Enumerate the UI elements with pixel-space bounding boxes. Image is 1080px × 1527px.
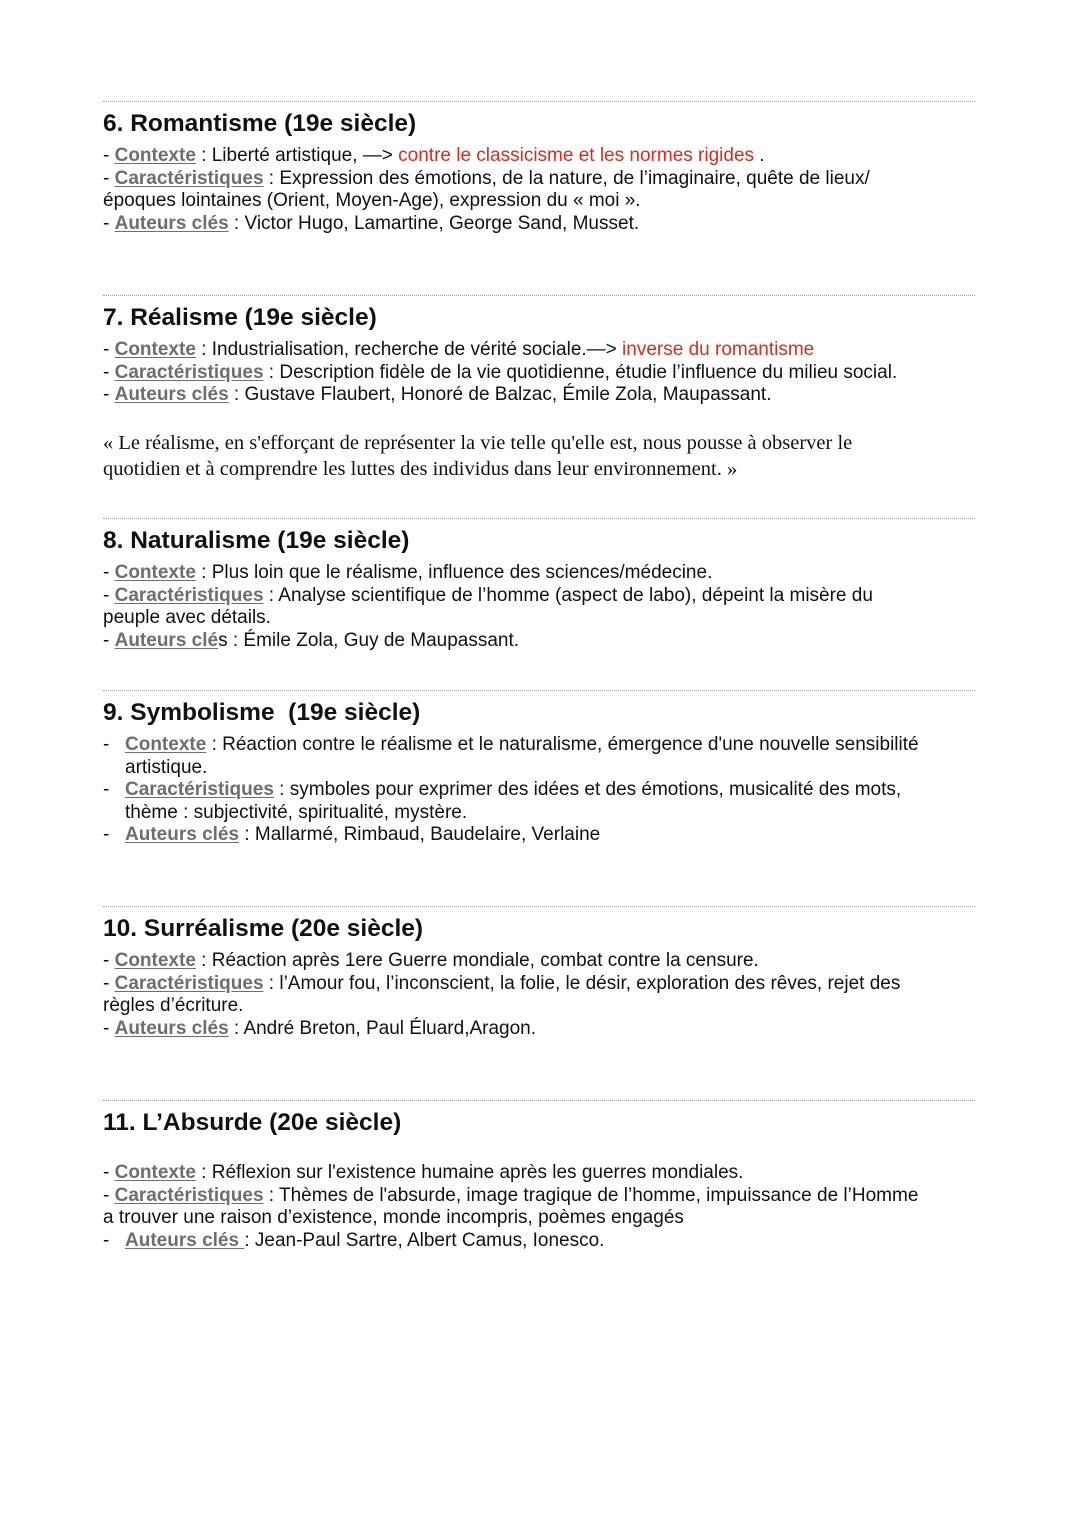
section-absurde bbox=[103, 1100, 975, 1252]
highlight-red: inverse du romantisme bbox=[622, 339, 815, 360]
caracteristiques-line-cont: peuple avec détails. bbox=[103, 607, 271, 628]
caracteristiques-bullet: - Caractéristiques : symboles pour exprimer des idées et des émotions, musicalité des mots, thème : subjectivité, spiritualité, mystère. bbox=[103, 779, 902, 823]
auteurs-line: - Auteurs clés : Émile Zola, Guy de Maupassant. bbox=[103, 629, 520, 651]
section-divider bbox=[103, 906, 975, 907]
section-divider bbox=[103, 518, 975, 519]
contexte-line: - Contexte : Plus loin que le réalisme, influence des sciences/médecine. bbox=[103, 562, 713, 583]
contexte-line: - Contexte : Liberté artistique, —> contre le classicisme et les normes rigides . bbox=[103, 145, 765, 166]
caracteristiques-line: - Caractéristiques : Thèmes de l'absurde, image tragique de l’homme, impuissance de l’Homme bbox=[103, 1184, 919, 1206]
caracteristiques-line: - Caractéristiques : Analyse scientifique de l’homme (aspect de labo), dépeint la misère du bbox=[103, 584, 873, 606]
section-naturalisme bbox=[103, 518, 975, 652]
auteurs-label: Auteurs clés bbox=[114, 1017, 229, 1039]
contexte-label: Contexte bbox=[114, 950, 196, 971]
contexte-label: Contexte bbox=[114, 339, 196, 360]
section-title: 8. Naturalisme (19e siècle) bbox=[103, 527, 410, 554]
auteurs-label: Auteurs clés bbox=[125, 1229, 245, 1251]
caracteristiques-line: - Caractéristiques : l’Amour fou, l’inconscient, la folie, le désir, exploration des rêves, rejet des bbox=[103, 972, 901, 994]
quote-line: « Le réalisme, en s'efforçant de représenter la vie telle qu'elle est, nous pousse à observer le bbox=[103, 431, 853, 454]
auteurs-bullet: - Auteurs clés : Mallarmé, Rimbaud, Baudelaire, Verlaine bbox=[103, 824, 601, 845]
section-title: 10. Surréalisme (20e siècle) bbox=[103, 915, 424, 942]
section-divider bbox=[103, 101, 975, 102]
quote-line: quotidien et à comprendre les luttes des individus dans leur environnement. » bbox=[103, 457, 738, 480]
contexte-label: Contexte bbox=[114, 562, 196, 583]
contexte-line: - Contexte : Réaction après 1ere Guerre mondiale, combat contre la censure. bbox=[103, 950, 759, 971]
caracteristiques-label: Caractéristiques bbox=[114, 1184, 264, 1206]
highlight-red: contre le classicisme et les normes rigides bbox=[398, 145, 755, 166]
section-title: 7. Réalisme (19e siècle) bbox=[103, 304, 377, 331]
section-title: 11. L’Absurde (20e siècle) bbox=[103, 1109, 402, 1136]
auteurs-line: - Auteurs clés : Victor Hugo, Lamartine, George Sand, Musset. bbox=[103, 212, 640, 234]
contexte-label: Contexte bbox=[125, 734, 207, 755]
contexte-line: - Contexte : Réflexion sur l'existence humaine après les guerres mondiales. bbox=[103, 1162, 744, 1183]
caracteristiques-line-cont: règles d’écriture. bbox=[103, 995, 244, 1016]
section-symbolisme bbox=[103, 690, 975, 847]
caracteristiques-label: Caractéristiques bbox=[114, 972, 264, 994]
section-romantisme bbox=[103, 101, 975, 235]
caracteristiques-line: - Caractéristiques : Expression des émotions, de la nature, de l’imaginaire, quête de lieux/ bbox=[103, 167, 870, 189]
section-divider bbox=[103, 690, 975, 691]
caracteristiques-line: - Caractéristiques : Description fidèle de la vie quotidienne, étudie l’influence du milieu social. bbox=[103, 361, 898, 383]
auteurs-line: - Auteurs clés : Gustave Flaubert, Honoré de Balzac, Émile Zola, Maupassant. bbox=[103, 384, 772, 405]
section-realisme bbox=[103, 295, 975, 482]
caracteristiques-label: Caractéristiques bbox=[114, 584, 264, 606]
contexte-label: Contexte bbox=[114, 1162, 196, 1183]
section-title: 9. Symbolisme (19e siècle) bbox=[103, 699, 421, 726]
caracteristiques-line-cont: a trouver une raison d’existence, monde incompris, poèmes engagés bbox=[103, 1207, 684, 1228]
auteurs-bullet: - Auteurs clés : Jean-Paul Sartre, Albert Camus, Ionesco. bbox=[103, 1229, 605, 1251]
section-surrealisme bbox=[103, 906, 975, 1040]
section-divider bbox=[103, 295, 975, 296]
section-title: 6. Romantisme (19e siècle) bbox=[103, 110, 417, 137]
auteurs-label: Auteurs clés bbox=[125, 824, 240, 845]
contexte-label: Contexte bbox=[114, 145, 196, 166]
caracteristiques-line-cont: époques lointaines (Orient, Moyen-Age), expression du « moi ». bbox=[103, 190, 641, 211]
auteurs-label: Auteurs clés bbox=[114, 384, 229, 405]
caracteristiques-label: Caractéristiques bbox=[125, 779, 274, 800]
auteurs-label: Auteurs clés bbox=[114, 212, 229, 234]
caracteristiques-label: Caractéristiques bbox=[114, 361, 264, 383]
contexte-line: - Contexte : Industrialisation, recherche de vérité sociale.—> inverse du romantisme bbox=[103, 339, 815, 360]
auteurs-label: Auteurs clé bbox=[114, 629, 219, 651]
section-divider bbox=[103, 1100, 975, 1101]
contexte-bullet: - Contexte : Réaction contre le réalisme et le naturalisme, émergence d'une nouvelle sensibilité artistique. bbox=[103, 734, 919, 778]
auteurs-line: - Auteurs clés : André Breton, Paul Éluard,Aragon. bbox=[103, 1017, 537, 1039]
caracteristiques-label: Caractéristiques bbox=[114, 167, 264, 189]
